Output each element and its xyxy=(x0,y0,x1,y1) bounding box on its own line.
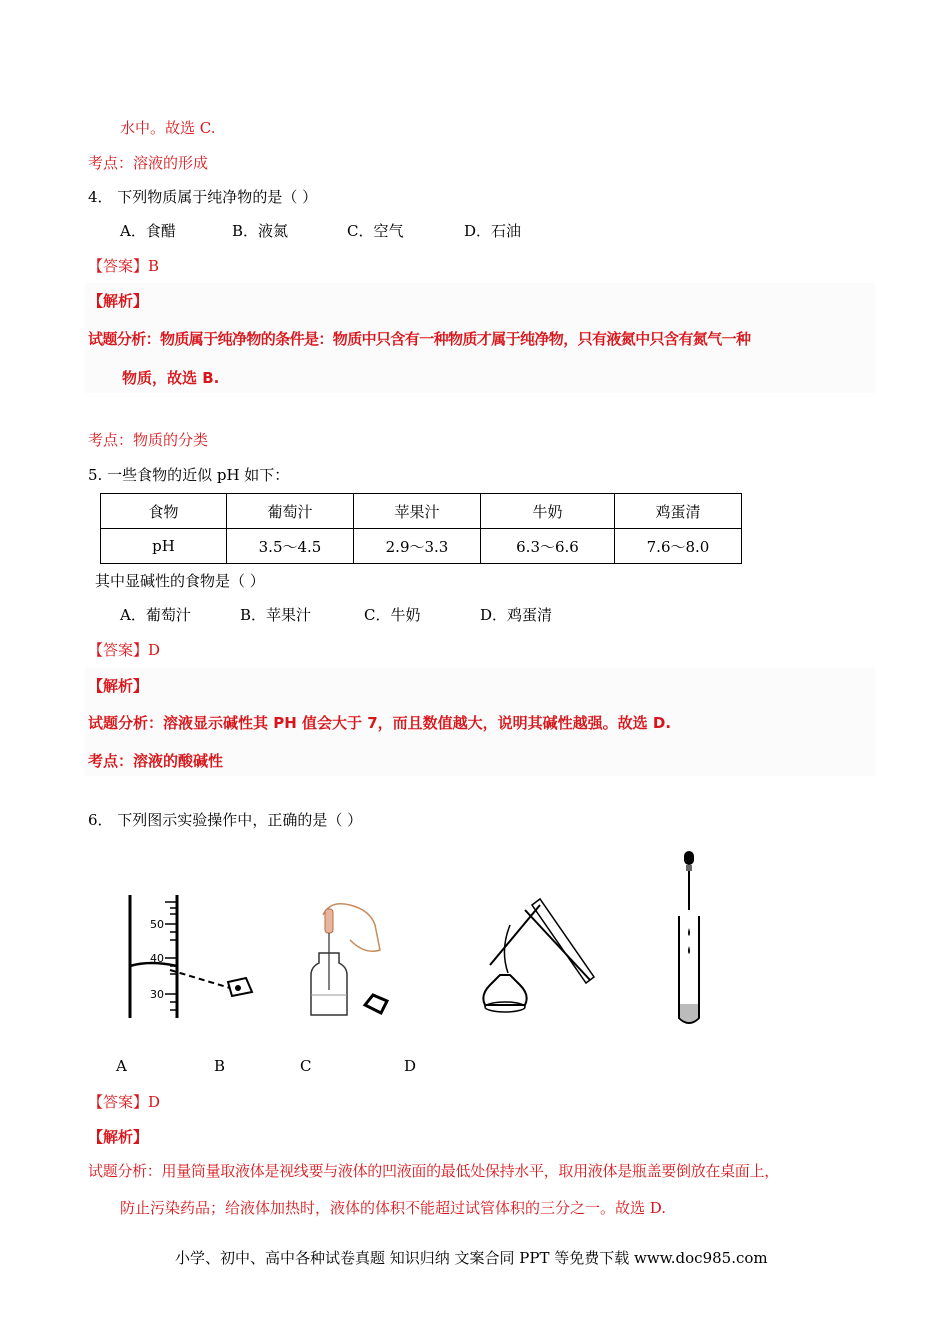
figure-label-d: D xyxy=(404,1057,417,1075)
prev-kaodian: 考点：溶液的形成 xyxy=(88,154,209,172)
q5-stem: 5. 一些食物的近似 pH 如下： xyxy=(88,466,290,484)
q6-analysis-label: 【解析】 xyxy=(88,1128,149,1146)
q6-answer: 【答案】D xyxy=(88,1093,161,1111)
prev-answer-tail: 水中。故选 C. xyxy=(120,119,216,137)
cylinder-tick-label: 30 xyxy=(150,988,164,1001)
q5-question: 其中显碱性的食物是（ ） xyxy=(95,572,265,590)
dropper-neck xyxy=(686,865,692,871)
ph-table xyxy=(100,493,742,564)
q5-option-a: A．葡萄汁 xyxy=(120,606,191,624)
eye-pupil xyxy=(235,985,241,991)
q4-analysis-label: 【解析】 xyxy=(88,292,149,310)
q6-analysis-line2: 防止污染药品；给液体加热时，液体的体积不能超过试管体积的三分之一。故选 D. xyxy=(120,1199,667,1217)
sight-line xyxy=(170,970,230,988)
dropper-test-tube-figure xyxy=(670,848,710,1028)
q5-analysis-line1: 试题分析：溶液显示碱性其 PH 值会大于 7，而且数值越大，说明其碱性越强。故选 D. xyxy=(88,714,672,732)
figure-label-b: B xyxy=(214,1057,226,1075)
ph-table-row xyxy=(101,529,742,564)
q5-option-b: B．苹果汁 xyxy=(240,606,312,624)
q6-analysis-line1: 试题分析：用量筒量取液体是视线要与液体的凹液面的最低处保持水平，取用液体是瓶盖要倒放在桌面上， xyxy=(88,1162,779,1180)
q5-option-d: D．鸡蛋清 xyxy=(480,606,553,624)
q5-option-c: C．牛奶 xyxy=(364,606,421,624)
ph-table-header-cell: 葡萄汁 xyxy=(227,494,354,529)
dropper-bulb xyxy=(684,851,694,865)
cylinder-reading-figure xyxy=(120,890,260,1025)
q4-answer: 【答案】B xyxy=(88,257,160,275)
ph-table-cell: pH xyxy=(101,529,227,564)
figure-label-c: C xyxy=(300,1057,312,1075)
q6-stem: 6． 下列图示实验操作中，正确的是（ ） xyxy=(88,811,363,829)
ph-table-cell: 7.6～8.0 xyxy=(615,529,742,564)
q4-option-c: C．空气 xyxy=(347,222,404,240)
ph-table-header-cell: 苹果汁 xyxy=(354,494,481,529)
q4-option-b: B．液氮 xyxy=(232,222,289,240)
dropper-bulb xyxy=(325,909,333,933)
ph-table-cell: 2.9～3.3 xyxy=(354,529,481,564)
q4-analysis-line1: 试题分析：物质属于纯净物的条件是：物质中只含有一种物质才属于纯净物，只有液氮中只含有氮气一种 xyxy=(88,330,751,348)
test-tube xyxy=(532,899,594,983)
q4-option-d: D．石油 xyxy=(464,222,522,240)
alcohol-lamp xyxy=(483,975,526,1005)
lamp-base xyxy=(485,1002,525,1012)
drop xyxy=(688,946,690,954)
test-tube-holder xyxy=(490,905,540,965)
q4-option-a: A．食醋 xyxy=(120,222,176,240)
ph-table-header-row xyxy=(101,494,742,529)
ph-table-header-cell: 牛奶 xyxy=(481,494,615,529)
ph-table-header-cell: 鸡蛋清 xyxy=(615,494,742,529)
flame xyxy=(504,925,510,973)
test-tube-holder xyxy=(525,910,590,980)
ph-table-cell: 6.3～6.6 xyxy=(481,529,615,564)
cylinder-tick-label: 40 xyxy=(150,952,164,965)
page-footer: 小学、初中、高中各种试卷真题 知识归纳 文案合同 PPT 等免费下载 www.doc985.com xyxy=(175,1249,768,1267)
reagent-bottle-figure xyxy=(295,895,395,1025)
figure-label-a: A xyxy=(116,1057,127,1075)
liquid xyxy=(680,1004,698,1022)
ph-table-header-cell: 食物 xyxy=(101,494,227,529)
q5-kaodian: 考点：溶液的酸碱性 xyxy=(88,752,224,770)
bottle-stopper xyxy=(365,995,387,1013)
q4-analysis-line2: 物质，故选 B. xyxy=(122,369,220,387)
cylinder-scale xyxy=(165,902,177,1010)
q5-answer: 【答案】D xyxy=(88,641,161,659)
q4-kaodian: 考点：物质的分类 xyxy=(88,431,209,449)
heating-test-tube-figure xyxy=(470,895,600,1025)
q5-analysis-label: 【解析】 xyxy=(88,677,149,695)
q4-stem: 4． 下列物质属于纯净物的是（ ） xyxy=(88,188,318,206)
ph-table-cell: 3.5～4.5 xyxy=(227,529,354,564)
drop xyxy=(688,928,690,936)
cylinder-tick-label: 50 xyxy=(150,918,164,931)
